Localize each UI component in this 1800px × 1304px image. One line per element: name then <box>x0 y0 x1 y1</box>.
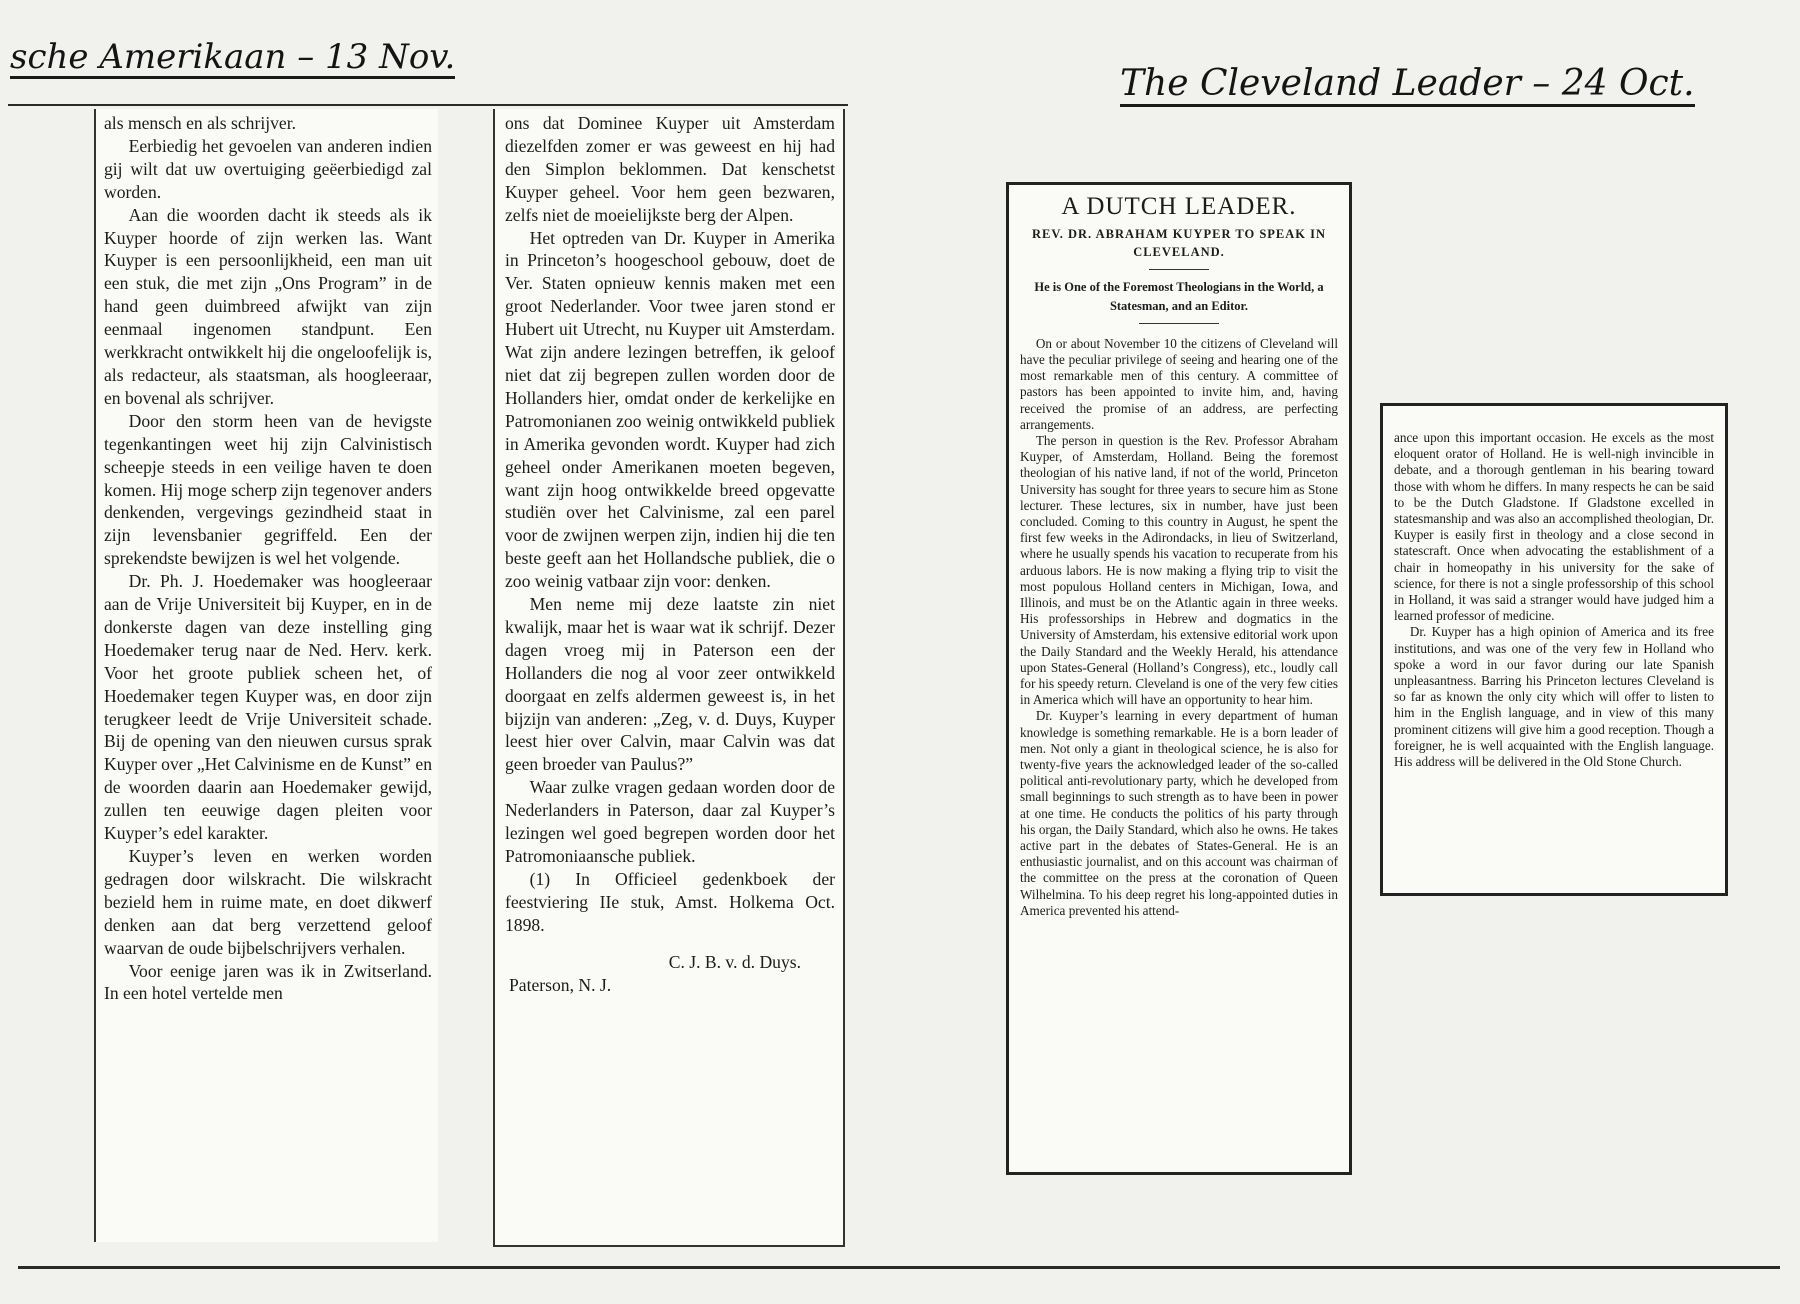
headline: A DUTCH LEADER. <box>1061 193 1297 220</box>
paragraph: ance upon this important occasion. He excels as the most eloquent orator of Holland. He is well-nigh invincible in debate, and a thorough gentleman in his bearing toward those with whom he differs. In many respects he can be said to be the Dutch Gladstone. If Gladstone excelled in statesmanship and was also an accomplished theologian, Dr. Kuyper is easily first in theology and a close second in statescraft. Once when advocating the establishment of a chair in homeopathy in his university for the sake of science, for there is not a single professorship of this school in Holland, it was said a stranger would have judged him a learned professor of medicine. <box>1394 430 1714 624</box>
paragraph: Dr. Kuyper has a high opinion of America and its free institutions, and was one of the very few in Holland who spoke a word in our favor during our late Spanish unpleasantness. Barring his Princeton lectures Cleveland is so far as known the only city which will offer to listen to him in the English language, and in view of this many prominent citizens will give him a good reception. Though a foreigner, he is well acquainted with the English language. His address will be delivered in the Old Stone Church. <box>1394 624 1714 770</box>
paragraph: Eerbiedig het gevoelen van anderen indien gij wilt dat uw overtuiging geëerbiedigd zal worden. <box>104 135 432 202</box>
subheadline: REV. DR. ABRAHAM KUYPER TO SPEAK IN CLEVELAND. <box>1031 227 1327 260</box>
paragraph: The person in question is the Rev. Professor Abraham Kuyper, of Amsterdam, Holland. Being the foremost theologian of his native land, if not of the world, Princeton University has sought for three years to secure him as Stone lecturer. These lectures, six in number, have just been concluded. Coming to this country in August, he spent the first few weeks in the Adirondacks, in lieu of Switzerland, where he usually spends his vacation to recuperate from his arduous labors. He is now making a flying trip to visit the most populous Holland centers in Michigan, Iowa, and Illinois, and must be on the Atlantic again in three weeks. His professorships in Hebrew and dogmatics in the University of Amsterdam, his extensive editorial work upon the Daily Standard and the Weekly Herald, his attendance upon States-General (Holland’s Congress), etc., loudly call for his speedy return. Cleveland is one of the very few cities in America which will have an opportunity to hear him. <box>1020 432 1338 708</box>
handwritten-source-left: sche Amerikaan – 13 Nov. <box>10 37 456 77</box>
handwritten-source-right: The Cleveland Leader – 24 Oct. <box>1120 66 1695 107</box>
dutch-article-column-1 <box>94 109 438 1242</box>
paragraph: Dr. Ph. J. Hoedemaker was hoogleeraar aan de Vrije Universiteit bij Kuyper, en in de donkerste dagen van deze instelling ging Hoedemaker terug naar de Ned. Herv. kerk. Voor het groote publiek scheen het, of Hoedemaker tegen Kuyper was, en door zijn terugkeer leedt de Vrije Universiteit schade. Bij de opening van den nieuwen cursus sprak Kuyper over „Het Calvinisme en de Kunst” en de woorden daarin aan Hoedemaker gewijd, zullen ten eeuwige dagen pleiten voor Kuyper’s edel karakter. <box>104 571 432 844</box>
paragraph: Waar zulke vragen gedaan worden door de Nederlanders in Paterson, daar zal Kuyper’s lezingen wel goed begrepen worden door het Patromoniaansche publiek. <box>505 777 835 866</box>
leader-article-column-2 <box>1380 403 1728 896</box>
bottom-rule <box>18 1266 1780 1269</box>
paragraph: Aan die woorden dacht ik steeds als ik Kuyper hoorde of zijn werken las. Want Kuyper is een persoonlijkheid, een man uit een stuk, die met zijn „Ons Program” in de hand geen duimbreed afwijkt van zijn eenmaal ingenomen standpunt. Een werkkracht ontwikkelt hij die ongeloofelijk is, als redacteur, als staatsman, als hoogleeraar, en bovenal als schrijver. <box>104 204 432 408</box>
leader-article-column-1-body <box>1020 336 1338 919</box>
deck-divider <box>1139 323 1219 324</box>
deck: He is One of the Foremost Theologians in the World, a Statesman, and an Editor. <box>1034 280 1324 313</box>
headline-divider <box>1149 269 1209 270</box>
dutch-article-column-2 <box>493 109 845 1247</box>
paragraph: On or about November 10 the citizens of Cleveland will have the peculiar privilege of seeing and hearing one of the most remarkable men of this century. A committee of pastors has been appointed to invite him, and, having received the promise of an address, are perfecting arrangements. <box>1020 335 1338 432</box>
leader-article-column-1 <box>1006 182 1352 1175</box>
paragraph: Men neme mij deze laatste zin niet kwalijk, maar het is waar wat ik schrijf. Dezer dagen vroeg mij in Paterson een der Hollanders die nog al voor zeer ontwikkeld doorgaat en zelfs aldermen geweest is, in het bijzijn van anderen: „Zeg, v. d. Duys, Kuyper leest hier over Calvin, maar Calvin was dat geen broeder van Paulus?” <box>505 594 835 775</box>
paragraph: ons dat Dominee Kuyper uit Amsterdam diezelfden zomer er was geweest en hij had den Simplon beklommen. Dat kenschetst Kuyper geheel. Voor hem geen bezwaren, zelfs niet de moeielijkste berg der Alpen. <box>505 113 835 225</box>
paragraph: Kuyper’s leven en werken worden gedragen door wilskracht. Die wilskracht bezield hem in ruime mate, en doet dikwerf denken aan dat berg verzettend geloof waarvan de oude bijbelschrijvers verhalen. <box>104 846 432 958</box>
paragraph: Voor eenige jaren was ik in Zwitserland. In een hotel vertelde men <box>104 960 432 1004</box>
signature: C. J. B. v. d. Duys. <box>668 951 801 972</box>
paragraph: (1) In Officieel gedenkboek der feestviering IIe stuk, Amst. Holkema Oct. 1898. <box>505 868 835 935</box>
paragraph: Het optreden van Dr. Kuyper in Amerika in Princeton’s hoogeschool gebouw, doet de Ver. Staten opnieuw kennis maken met een groot Nederlander. Voor twee jaren stond er Hubert uit Utrecht, nu Kuyper uit Amsterdam. Wat zijn andere lezingen betreffen, ik geloof niet dat zij begrepen zullen worden door de Hollanders hier, omdat onder de kerkelijke en Patromonianen zoo weinig ontwikkeld publiek in Amerika gevonden wordt. Kuyper had zich geheel onder Amerikanen moeten begeven, want zijn hoog ontwikkelde breed opgevatte studiën over het Calvinisme, zal een parel voor de zwijnen werpen zijn, indien hij die ten beste geeft aan het Hollandsche publiek, die o zoo weinig vatbaar zijn voor: denken. <box>505 227 835 592</box>
dutch-article-column-2-body <box>505 112 835 937</box>
dateline-place: Paterson, N. J. <box>509 974 612 995</box>
paragraph: als mensch en als schrijver. <box>104 113 297 133</box>
paragraph: Door den storm heen van de hevigste tegenkantingen weet hij zijn Calvinistisch scheepje steeds in een veilige haven te doen komen. Hij moge scherp zijn tegenover anders denkenden, vergevings gezindheid staat in zijn levensbanier gegriffeld. Een der sprekendste bewijzen is wel het volgende. <box>104 410 432 569</box>
paragraph: Dr. Kuyper’s learning in every department of human knowledge is something remarkable. He is a born leader of men. Not only a giant in theological science, he is also for twenty-five years the acknowledged leader of the so-called political anti-revolutionary party, which he developed from small beginnings to such strength as to have been in power at one time. He conducts the politics of his party through his organ, the Daily Standard, which also he owns. He takes active part in the debates of States-General. He is an enthusiastic journalist, and on this account was chairman of the committee on the press at the coronation of Queen Wilhelmina. To his deep regret his long-appointed duties in America prevented his attend- <box>1020 708 1338 918</box>
top-rule <box>8 104 848 106</box>
